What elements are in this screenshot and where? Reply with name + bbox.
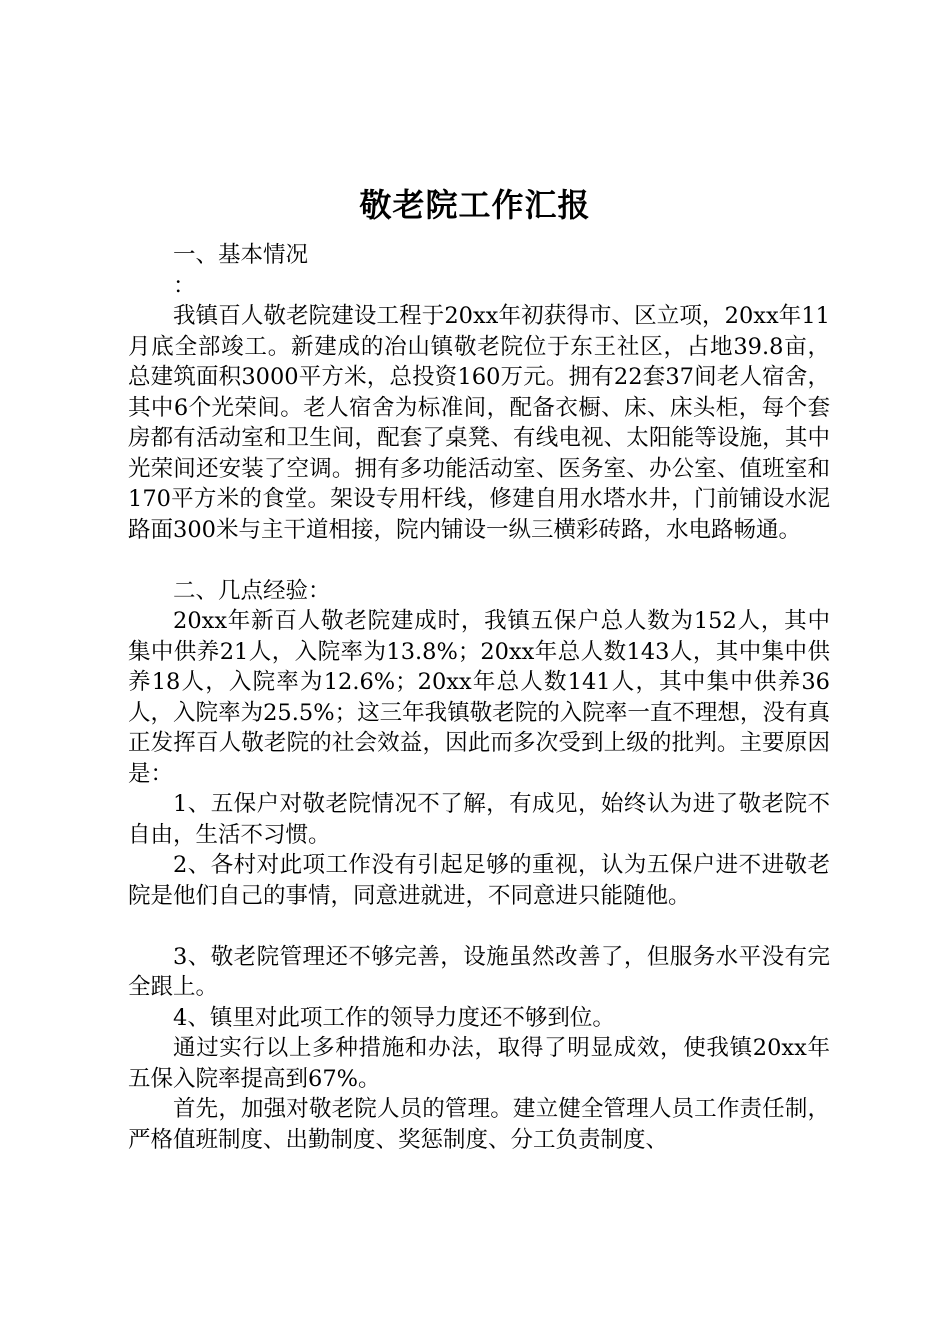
- reason-item-4: 4、镇里对此项工作的领导力度还不够到位。: [173, 1004, 615, 1031]
- paragraph-gap: [128, 911, 830, 942]
- reason-item-1: 1、五保户对敬老院情况不了解，有成见，始终认为进了敬老院不自由，生活不习惯。: [128, 791, 830, 848]
- document-title: 敬老院工作汇报: [359, 186, 591, 224]
- section2-heading: 二、几点经验：: [173, 577, 331, 604]
- result-paragraph: 通过实行以上多种措施和办法，取得了明显成效，使我镇20xx年五保入院率提高到67%。: [128, 1035, 830, 1092]
- section1-colon: ：: [173, 272, 196, 299]
- management-paragraph: 首先，加强对敬老院人员的管理。建立健全管理人员工作责任制，严格值班制度、出勤制度、奖惩制度、分工负责制度、: [128, 1096, 830, 1153]
- section2-paragraph: 20xx年新百人敬老院建成时，我镇五保户总人数为152人，其中集中供养21人，入院率为13.8%；20xx年总人数143人，其中集中供养18人，入院率为12.6%；20xx年总人数141人，其中集中供养36人，入院率为25.5%；这三年我镇敬老院的入院率一直不理想，没有真正发挥百人敬老院的社会效益，因此而多次受到上级的批判。主要原因是：: [128, 608, 830, 787]
- document-body: [128, 240, 830, 1155]
- reason-item-3: 3、敬老院管理还不够完善，设施虽然改善了，但服务水平没有完全跟上。: [128, 943, 830, 1000]
- reason-item-2: 2、各村对此项工作没有引起足够的重视，认为五保户进不进敬老院是他们自己的事情，同意进就进，不同意进只能随他。: [128, 852, 830, 909]
- section1-heading: 一、基本情况: [173, 242, 309, 268]
- paragraph-gap: [128, 545, 830, 576]
- section1-paragraph: 我镇百人敬老院建设工程于20xx年初获得市、区立项，20xx年11月底全部竣工。新建成的冶山镇敬老院位于东王社区，占地39.8亩，总建筑面积3000平方米，总投资160万元。拥有22套37间老人宿舍，其中6个光荣间。老人宿舍为标准间，配备衣橱、床、床头柜，每个套房都有活动室和卫生间，配套了桌凳、有线电视、太阳能等设施，其中光荣间还安装了空调。拥有多功能活动室、医务室、办公室、值班室和170平方米的食堂。架设专用杆线，修建自用水塔水井，门前铺设水泥路面300米与主干道相接，院内铺设一纵三横彩砖路，水电路畅通。: [128, 303, 830, 543]
